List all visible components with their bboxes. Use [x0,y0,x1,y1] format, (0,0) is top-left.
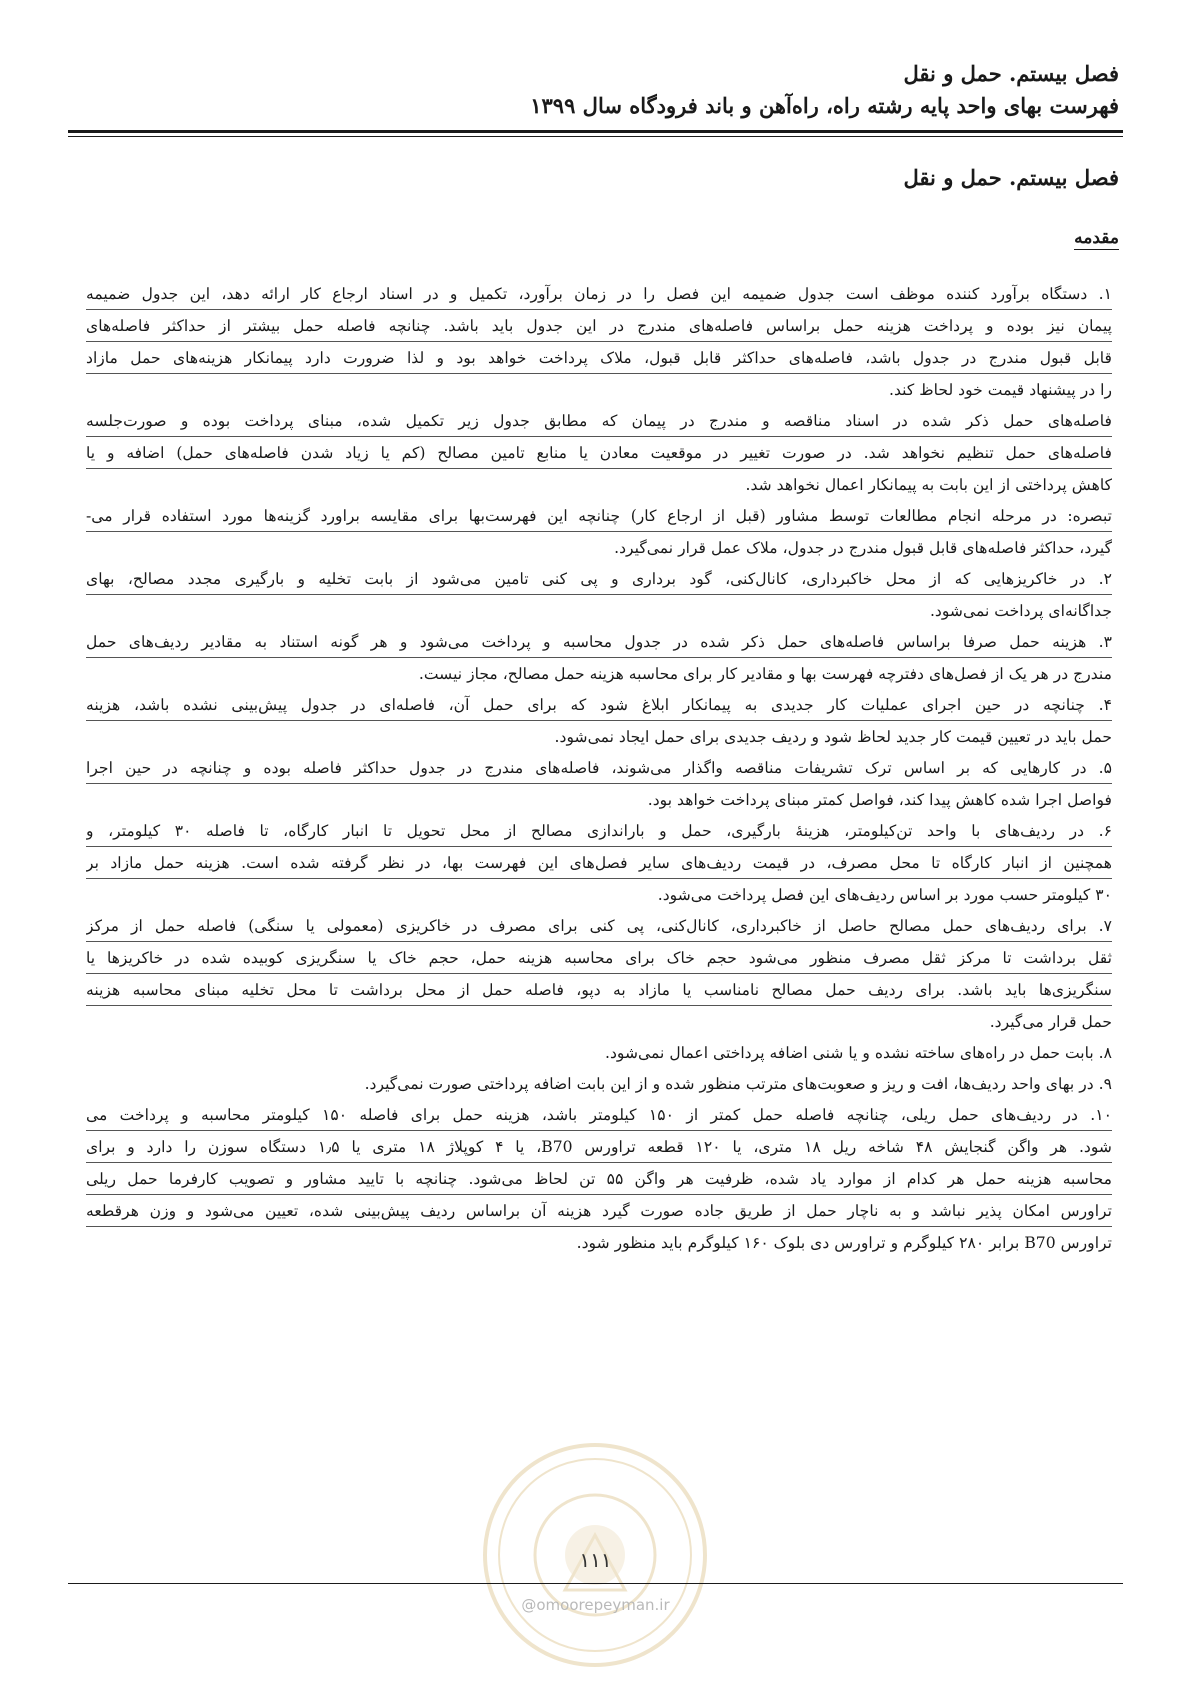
paragraph-line [86,469,1112,500]
paragraph-line-text: پیمان نیز بوده و پرداخت هزینه حمل براساس فاصله‌های مندرج در این جدول باید باشد. چنانچه فاصله حمل بیشتر از حداکثر فاصله‌های [86,317,1112,335]
paragraph-line [86,532,1112,563]
paragraph-line-text: ۲. در خاکریزهایی که از محل خاکبرداری، کانال‌کنی، گود برداری و پی کنی تامین می‌شود از بابت تخلیه و بارگیری مجدد مصالح، بهای [86,570,1112,588]
paragraph-line [86,563,1112,595]
paragraph [86,815,1112,910]
paragraph-line [86,1163,1112,1195]
paragraph-line-text: فواصل اجرا شده کاهش پیدا کند، فواصل کمتر مبنای پرداخت خواهد بود. [648,785,1112,815]
paragraph-line [86,721,1112,752]
paragraph-line [86,752,1112,784]
paragraph-line-text: کاهش پرداختی از این بابت به پیمانکار اعمال نخواهد شد. [746,470,1113,500]
paragraph [86,910,1112,1037]
paragraph-line-text: ثقل برداشت تا مرکز ثقل مصرف منظور می‌شود حجم خاک برای محاسبه هزینه حمل، حجم خاک یا سنگریزی کوبیده شده در خاکریزها یا [86,949,1112,967]
paragraph-line [86,595,1112,626]
paragraph-line-text: ۷. برای ردیف‌های حمل مصالح حاصل از خاکبرداری، کانال‌کنی، پی کنی برای مصرف در خاکریزی (معمولی یا سنگی) فاصله حمل از مرکز [86,917,1112,935]
paragraph-line [86,374,1112,405]
paragraph-line [86,784,1112,815]
paragraph-line-text: ۶. در ردیف‌های با واحد تن‌کیلومتر، هزینهٔ بارگیری، حمل و باراندازی مصالح از محل تحویل تا انبار کارگاه، تا فاصله ۳۰ کیلومتر، و [86,822,1112,840]
paragraph-line [86,689,1112,721]
watermark-url: @omoorepeyman.ir [521,1596,670,1614]
paragraph-line-text: ۴. چنانچه در حین اجرای عملیات کار جدیدی به پیمانکار ابلاغ شود که برای حمل آن، فاصله‌ای در جدول پیش‌بینی نشده باشد، هزینه [86,696,1112,714]
paragraph [86,626,1112,689]
paragraph-line-text: ۹. در بهای واحد ردیف‌ها، افت و ریز و صعوبت‌های مترتب منظور شده و از این بابت اضافه پرداختی صورت نمی‌گیرد. [365,1069,1112,1099]
paragraph-line [86,278,1112,310]
paragraph-line-text: محاسبه هزینه حمل هر کدام از موارد یاد شده، ظرفیت هر واگن ۵۵ تن لحاظ می‌شود. چنانچه با تایید مشاور و تصویب کارفرما حمل ریلی [86,1170,1112,1188]
intro-heading: مقدمه [1074,228,1119,248]
paragraph-line-text: همچنین از انبار کارگاه تا محل مصرف، در قیمت ردیف‌های سایر فصل‌های این فهرست بها، در نظر گرفته شده است. هزینه حمل مازاد بر [86,854,1112,872]
paragraph-line-text: جداگانه‌ای پرداخت نمی‌شود. [930,596,1112,626]
paragraph-line-text: فاصله‌های حمل تنظیم نخواهد شد. در صورت تغییر در موقعیت معادن یا منابع تامین مصالح (کم یا زیاد شدن فاصله‌های حمل) اضافه و یا [86,444,1112,462]
paragraph-line-text: ۳۰ کیلومتر حسب مورد بر اساس ردیف‌های این فصل پرداخت می‌شود. [658,880,1112,910]
paragraph-line [86,815,1112,847]
paragraph [86,1068,1112,1099]
paragraph-line [86,626,1112,658]
paragraph-line-text: ۸. بابت حمل در راه‌های ساخته نشده و یا شنی اضافه پرداختی اعمال نمی‌شود. [605,1038,1112,1068]
paragraph-line [86,942,1112,974]
page-number: ۱۱۱ [579,1548,612,1572]
paragraph [86,689,1112,752]
header-document-title: فهرست بهای واحد پایه رشته راه، راه‌آهن و باند فرودگاه سال ۱۳۹۹ [530,93,1119,118]
paragraph-line-text: حمل قرار می‌گیرد. [990,1007,1112,1037]
paragraph [86,500,1112,563]
paragraph-line [86,405,1112,437]
paragraph-line [86,974,1112,1006]
section-title: فصل بیستم. حمل و نقل [903,165,1119,190]
paragraph-line-text: گیرد، حداکثر فاصله‌های قابل قبول مندرج در جدول، ملاک عمل قرار نمی‌گیرد. [614,533,1112,563]
paragraph-line [86,1195,1112,1227]
paragraph-line [86,658,1112,689]
paragraph-line [86,910,1112,942]
paragraph-line-text: تراورس B70 برابر ۲۸۰ کیلوگرم و تراورس دی بلوک ۱۶۰ کیلوگرم باید منظور شود. [577,1228,1112,1258]
paragraph-line-text: ۱۰. در ردیف‌های حمل ریلی، چنانچه فاصله حمل کمتر از ۱۵۰ کیلومتر باشد، هزینه حمل برای فاصله ۱۵۰ کیلومتر محاسبه و پرداخت می [86,1106,1112,1124]
paragraph-line-text: را در پیشنهاد قیمت خود لحاظ کند. [889,375,1112,405]
paragraph [86,752,1112,815]
paragraph-line [86,1037,1112,1068]
paragraph-line-text: حمل باید در تعیین قیمت کار جدید لحاظ شود و ردیف جدیدی برای حمل ایجاد نمی‌شود. [555,722,1112,752]
paragraph [86,1037,1112,1068]
footer-rule [68,1583,1123,1584]
paragraph-line-text: شود. هر واگن گنجایش ۴۸ شاخه ریل ۱۸ متری، یا ۱۲۰ قطعه تراورس B70، یا ۴ کوپلاژ ۱۸ متری یا ۱٫۵ دستگاه سوزن را دارد و برای [86,1138,1112,1156]
paragraph-line-text: سنگریزی‌ها باید باشد. برای ردیف حمل مصالح نامناسب یا مازاد به دپو، فاصله حمل از محل برداشت تا محل تخلیه مبنای محاسبه هزینه [86,981,1112,999]
paragraph-line [86,1227,1112,1258]
page-header [68,58,1119,122]
paragraph-line [86,1006,1112,1037]
paragraph-line-text: ۵. در کارهایی که بر اساس ترک تشریفات مناقصه واگذار می‌شوند، فاصله‌های مندرج در جدول حداکثر فاصله بوده و چنانچه در حین اجرا [86,759,1112,777]
header-rule-thin [68,136,1123,137]
header-rule-thick [68,130,1123,133]
paragraph-line [86,342,1112,374]
paragraph-line [86,500,1112,532]
paragraph-line-text: تبصره: در مرحله انجام مطالعات توسط مشاور (قبل از ارجاع کار) چنانچه این فهرست‌بها برای مقایسه براورد گزینه‌ها مورد استفاده قرار می- [86,507,1112,525]
paragraph [86,278,1112,405]
paragraph-line-text: ۳. هزینه حمل صرفا براساس فاصله‌های حمل ذکر شده در جدول محاسبه و پرداخت می‌شود و هر گونه استناد به مقادیر ردیف‌های حمل [86,633,1112,651]
paragraph [86,1099,1112,1258]
paragraph-line-text: قابل قبول مندرج در جدول باشد، فاصله‌های حداکثر قابل قبول، ملاک پرداخت خواهد بود و لذا ضرورت دارد پیمانکار هزینه‌های حمل مازاد [86,349,1112,367]
paragraph-line [86,1068,1112,1099]
paragraph [86,405,1112,500]
paragraph-line [86,310,1112,342]
paragraph-line [86,437,1112,469]
document-body [86,278,1112,1258]
paragraph-line [86,879,1112,910]
header-chapter-title: فصل بیستم. حمل و نقل [903,61,1119,86]
paragraph-line [86,1099,1112,1131]
paragraph-line-text: فاصله‌های حمل ذکر شده در اسناد مناقصه و مندرج در پیمان که مطابق جدول زیر تکمیل شده، مبنای پرداخت بوده و صورت‌جلسه [86,412,1112,430]
paragraph [86,563,1112,626]
paragraph-line-text: تراورس امکان پذیر نباشد و به ناچار حمل از طریق جاده صورت گیرد هزینه آن براساس ردیف پیش‌بینی شده، تعیین می‌شود و وزن هرقطعه [86,1202,1112,1220]
paragraph-line-text: ۱. دستگاه برآورد کننده موظف است جدول ضمیمه این فصل را در زمان برآورد، تکمیل و در اسناد ارجاع کار ارائه دهد، این جدول ضمیمه [86,285,1112,303]
paragraph-line-text: مندرج در هر یک از فصل‌های دفترچه فهرست بها و مقادیر کار برای محاسبه هزینه حمل مصالح، مجاز نیست. [419,659,1112,689]
paragraph-line [86,1131,1112,1163]
paragraph-line [86,847,1112,879]
